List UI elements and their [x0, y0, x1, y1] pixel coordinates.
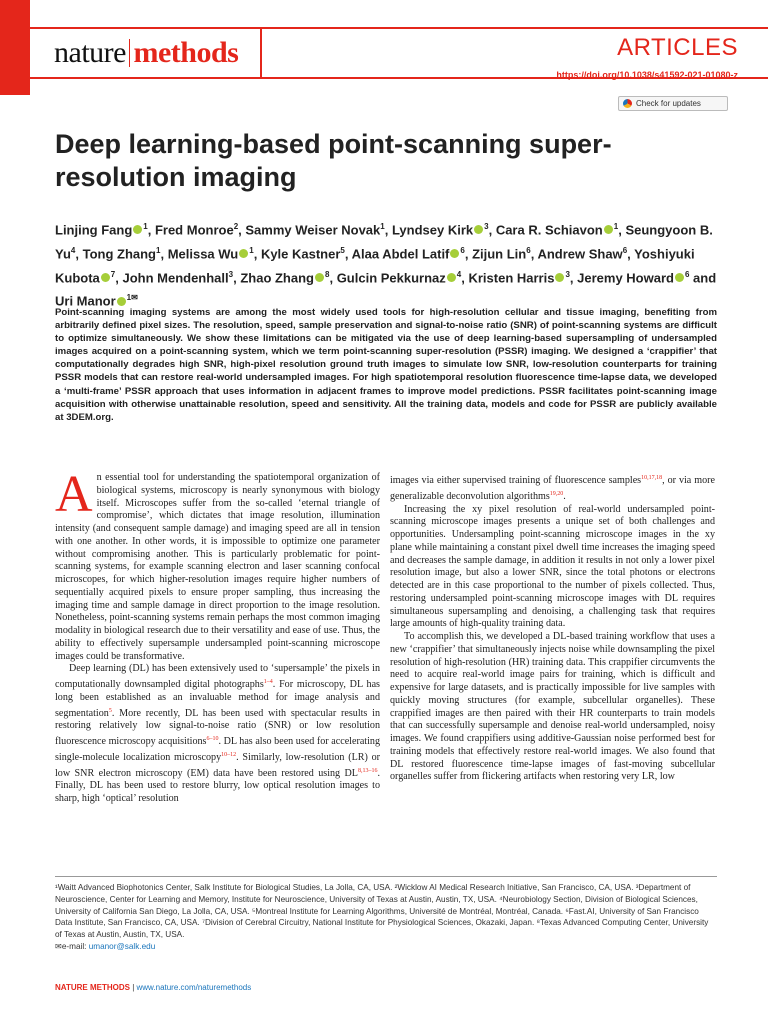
author-name[interactable]: Tong Zhang: [82, 246, 156, 262]
orcid-icon[interactable]: [604, 225, 613, 234]
author-name[interactable]: Zijun Lin: [472, 246, 527, 262]
orcid-icon[interactable]: [555, 273, 564, 282]
email-link[interactable]: umanor@salk.edu: [88, 941, 156, 951]
footer-separator: |: [129, 983, 137, 992]
text-run: .: [563, 490, 566, 502]
body-paragraph: Increasing the xy pixel resolution of real-world undersampled point-scanning microscope images presents a unique set of both challenges and opportunities. Undersampling point-scanning microscope images in the xy plane while maintaining a constant pixel dwell time increases the imaging speed and decreases the sample damage, in addition it results in not only a lower pixel resolution image, but also a lower SNR, since the total photons or electrons detected are in this case proportional to the number of pixels collected. Thus, restoring undersampled point-scanning microscope images with DL requires simultaneous supersampling and denoising, a challenging task that requires large amounts of high-quality training data.: [390, 503, 715, 630]
affiliation-ref: 3: [565, 269, 570, 279]
author-name[interactable]: Yoshiyuki Kubota: [55, 246, 695, 285]
article-title: Deep learning-based point-scanning super-resolution imaging: [55, 129, 612, 192]
logo-divider: [129, 39, 131, 67]
author-name[interactable]: Kristen Harris: [468, 269, 555, 285]
red-accent-bar: [0, 0, 30, 95]
affiliation-ref: 7: [110, 269, 116, 279]
affiliation-ref: 1: [380, 222, 385, 231]
affiliation-ref: 2: [233, 222, 239, 231]
citation-ref[interactable]: 6–10: [206, 736, 219, 742]
abstract: Point-scanning imaging systems are among the most widely used tools for high-resolution cellular and tissue imaging, benefiting from arbitrarily defined pixel sizes. The resolution, speed, sample preservation and signal-to-noise ratio (SNR) of point-scanning systems are difficult to optimize simultaneously. We show these limitations can be mitigated via the use of deep learning-based supersampling of undersampled images acquired on a point-scanning system, which we term point-scanning super-resolution (PSSR) imaging. We designed a ‘crappifier’ that computationally degrades high SNR, high-pixel resolution ground truth images to simulate low SNR, low-resolution counterparts for training PSSR models that can restore real-world undersampled images. For high spatiotemporal resolution fluorescence time-lapse data, we developed a ‘multi-frame’ PSSR approach that uses information in adjacent frames to improve model predictions. PSSR facilitates point-scanning image acquisition with otherwise unattainable resolution, speed and sensitivity. All the training data, models and code for PSSR are publicly available at 3DEM.org.: [55, 307, 717, 423]
orcid-icon[interactable]: [133, 225, 142, 234]
doi-link[interactable]: https://doi.org/10.1038/s41592-021-01080-z: [556, 70, 738, 80]
logo-nature: nature: [54, 36, 126, 69]
orcid-icon[interactable]: [447, 273, 456, 282]
author-name[interactable]: Andrew Shaw: [537, 246, 623, 262]
orcid-icon[interactable]: [675, 273, 684, 282]
affiliation-ref: 3: [484, 222, 489, 231]
orcid-icon[interactable]: [315, 273, 324, 282]
crossmark-icon: [623, 99, 632, 108]
author-name[interactable]: Linjing Fang: [55, 222, 133, 238]
citation-ref[interactable]: 8,13–16: [357, 767, 378, 774]
author-name[interactable]: Uri Manor: [55, 293, 116, 309]
citation-ref[interactable]: 5: [108, 707, 112, 714]
text-run: Deep learning (DL) has been extensively used to ‘supersample’ the pixels in computationally downsampled digital photographs: [55, 663, 380, 690]
footer-url[interactable]: www.nature.com/naturemethods: [136, 983, 252, 992]
affiliation-ref: 6: [460, 245, 465, 255]
affiliation-ref: 1✉: [126, 293, 138, 303]
affiliation-ref: 8: [325, 269, 330, 279]
affiliation-ref: 1: [249, 245, 254, 255]
check-updates-label: Check for updates: [636, 99, 701, 108]
citation-ref[interactable]: 1–4: [263, 679, 273, 685]
citation-ref[interactable]: 10,17,18: [641, 475, 663, 481]
affiliation-ref: 3: [228, 269, 234, 279]
author-name[interactable]: Alaa Abdel Latif: [351, 246, 450, 262]
mast-line-bottom: [30, 77, 40, 79]
author-name[interactable]: John Mendenhall: [122, 269, 229, 285]
affiliation-ref: 1: [613, 222, 619, 231]
page-header: [0, 0, 768, 108]
body-paragraph: [55, 663, 380, 806]
affiliation-ref: 1: [156, 245, 161, 255]
author-name[interactable]: Melissa Wu: [167, 246, 239, 262]
affiliations: [55, 882, 717, 953]
page-footer: [55, 983, 251, 992]
author-list: Linjing Fang $^1$, Fred Monroe$^2$, Sammy Weiser Novak$^1$, Lyndsey Kirk $^3$, Cara R. Schiavon $^1$, Seungyoon B. Yu$^4$, Tong Zhang$^1$, Melissa Wu $^1$, Kyle Kastner$^5$, Alaa Abdel Latif $^6$, Zijun Lin$^6$, Andrew Shaw$^6$, Yoshiyuki Kubota $^7$, John Mendenhall$^3$, Zhao Zhang $^8$, Gulcin Pekkurnaz $^4$, Kristen Harris $^3$, Jeremy Howard $^6$ and Uri Manor $^{1✉}$: [55, 222, 717, 309]
orcid-icon[interactable]: [117, 297, 126, 306]
mast-line-top: [30, 27, 40, 29]
text-run: . For microscopy, DL has long been established as an invaluable method for image analysis and segmentation: [55, 679, 380, 719]
section-label: ARTICLES: [617, 34, 738, 61]
affiliation-ref: 6: [684, 269, 690, 279]
affiliation-ref: 6: [526, 245, 531, 255]
orcid-icon[interactable]: [474, 225, 483, 234]
check-updates-button[interactable]: [618, 96, 728, 111]
affiliation-ref: 4: [70, 245, 76, 255]
footer-journal: NATURE METHODS: [55, 983, 130, 992]
author-name[interactable]: Zhao Zhang: [240, 269, 314, 285]
journal-logo[interactable]: [40, 27, 262, 79]
body-column-left: [55, 466, 381, 806]
author-name[interactable]: Lyndsey Kirk: [391, 222, 474, 238]
drop-cap: A: [55, 466, 93, 523]
text-run: . DL has also been used for accelerating single-molecule localization microscopy: [55, 736, 381, 763]
author-name[interactable]: Seungyoon B. Yu: [55, 222, 713, 262]
text-run: . Finally, DL has been used to restore blurry, low optical resolution images to sharp, high ‘optical’ resolution: [55, 767, 380, 804]
body-paragraph: To accomplish this, we developed a DL-based training workflow that uses a new ‘crappifier’ that simultaneously injects noise while downsampling the pixel resolution of high-resolution (HR) training data. This crappifier circumvents the need to acquire real-world image pairs for training, which is difficult and expensive for large datasets, and is practically impossible for live samples with quickly moving structures (for example, subcellular organelles). These crappified images are then paired with their HR counterparts to train models that can successfully supersample and denoise real-world undersampled, noisy images. We found crappifiers using additive-Gaussian noise performed best for training models that effectively restore real-world images. We also found that DL restored fluorescence time-lapse images of fast-moving subcellular organelles suffer from flickering artifacts when restoring very LR, low: [390, 631, 715, 783]
citation-ref[interactable]: 10–12: [221, 751, 237, 758]
text-run: , or via more generalizable deconvolution algorithms: [390, 475, 715, 502]
author-name[interactable]: Kyle Kastner: [260, 246, 341, 262]
affiliation-text: ¹Waitt Advanced Biophotonics Center, Salk Institute for Biological Studies, La Jolla, CA, USA. ²Wicklow AI Medical Research Initiative, San Francisco, CA, USA. ³Department of Neuroscience, Center for Learning and Memory, Institute for Neuroscience, University of Texas at Austin, Austin, TX, USA. ⁴Neurobiology Section, Division of Biological Sciences, University of California San Diego, La Jolla, CA, USA. ⁵Montreal Institute for Learning Algorithms, Université de Montréal, Montréal, Canada. ⁶Fast.AI, University of San Francisco Data Institute, San Francisco, CA, USA. ⁷Division of Cerebral Circuitry, National Institute for Physiological Sciences, Okazaki, Japan. ⁸Texas Advanced Computing Center, University of Texas at Austin, Austin, TX, USA.: [55, 883, 709, 940]
affiliation-ref: 1: [143, 222, 148, 231]
author-name[interactable]: Cara R. Schiavon: [495, 222, 603, 238]
citation-ref[interactable]: 19,20: [549, 490, 564, 497]
text-run: . Similarly, low-resolution (LR) or low SNR electron microscopy (EM) data have been restored using DL: [55, 751, 380, 779]
text-run: n essential tool for understanding the spatiotemporal organization of biological systems, microscopy is nearly synonymous with biology itself. Microscopes suffer from the so-called ‘eternal triangle of compromise’, which dictates that image resolution, illumination intensity (and consequent sample damage) and imaging speed are all in tension with one another. In other words, it is impossible to optimize one parameter without compromising another. This is particularly problematic for point-scanning systems, for example scanning electron and laser scanning confocal microscopes, for which higher-resolution images require higher numbers of sequentially acquired pixels to ensure proper sampling, thus increasing the imaging time and sample damage in direct proportion to the image resolution. Nonetheless, point-scanning systems remain perhaps the most common imaging modality in biological research due to their versatility and ease of use. Thus, the ability to effectively supersample undersampled point-scanning microscope images could be transformative.: [55, 472, 380, 662]
logo-methods: methods: [133, 36, 239, 69]
author-name[interactable]: Jeremy Howard: [577, 269, 674, 285]
author-name[interactable]: Fred Monroe: [154, 222, 234, 238]
text-run: . More recently, DL has been used with spectacular results in restoring relatively low signal-to-noise ratio (SNR) or low resolution fluorescence microscopy acquisitions: [55, 707, 380, 747]
intro-paragraph: [55, 466, 380, 663]
affiliation-ref: 4: [456, 269, 462, 279]
email-label: ✉e-mail:: [55, 941, 89, 951]
author-name[interactable]: Gulcin Pekkurnaz: [336, 269, 446, 285]
body-paragraph: [390, 472, 715, 504]
affiliation-ref: 6: [622, 245, 628, 255]
orcid-icon[interactable]: [239, 249, 248, 258]
text-run: images via either supervised training of fluorescence samples: [390, 475, 642, 486]
orcid-icon[interactable]: [450, 249, 459, 258]
affiliation-ref: 5: [340, 245, 345, 255]
footnote-rule: [55, 876, 717, 877]
orcid-icon[interactable]: [101, 273, 110, 282]
body-column-right: [390, 472, 715, 784]
author-name[interactable]: Sammy Weiser Novak: [245, 222, 381, 238]
